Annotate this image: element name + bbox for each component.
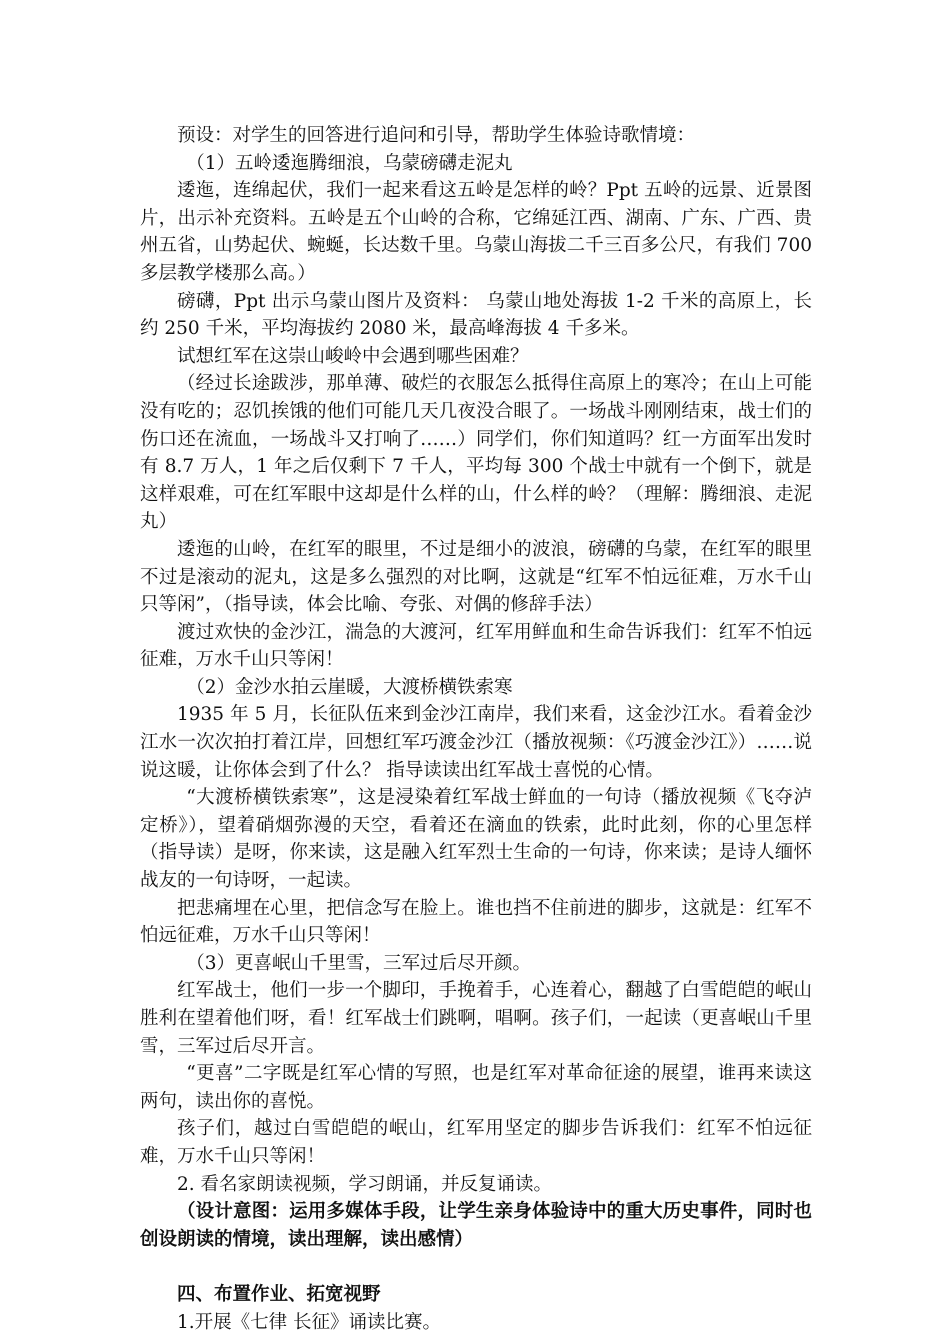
paragraph-1935: 1935 年 5 月，长征队伍来到金沙江南岸，我们来看，这金沙江水。看着金沙江水一次次拍打着江岸，回想红军巧渡金沙江（播放视频：《巧渡金沙江》）……说说这暖，让你体会到了什么？ 指导读读出红军战士喜悦的心情。 xyxy=(140,704,812,781)
paragraph-competition: 1.开展《七律 长征》诵读比赛。 xyxy=(177,1311,442,1333)
subheading-wuling: （1）五岭逶迤腾细浪，乌蒙磅礴走泥丸 xyxy=(186,152,513,174)
paragraph-soldiers: 红军战士，他们一步一个脚印，手挽着手，心连着心，翻越了白雪皑皑的岷山胜利在望着他们呀，看！红军战士们跳啊，唱啊。孩子们，一起读（更喜岷山千里雪，三军过后尽开言。 xyxy=(140,980,812,1057)
section-spacer xyxy=(140,1253,812,1281)
paragraph-grief: 把悲痛埋在心里，把信念写在脸上。谁也挡不住前进的脚步，这就是：红军不怕远征难，万水千山只等闲！ xyxy=(140,897,812,947)
paragraph-dadu-bridge: “大渡桥横铁索寒”，这是浸染着红军战士鲜血的一句诗（播放视频《飞夺泸定桥》），望着硝烟弥漫的天空，看着还在滴血的铁索，此时此刻，你的心里怎样（指导读）是呀，你来读，这是融入红军烈士生命的一句诗，你来读；是诗人缅怀战友的一句诗呀，一起读。 xyxy=(140,787,812,892)
paragraph-question: 试想红军在这崇山峻岭中会遇到哪些困难？ xyxy=(177,345,529,367)
paragraph-children: 孩子们，越过白雪皑皑的岷山，红军用坚定的脚步告诉我们：红军不怕远征难，万水千山只等闲！ xyxy=(140,1118,812,1167)
subheading-minshan: （3）更喜岷山千里雪，三军过后尽开颜。 xyxy=(186,952,532,974)
paragraph-jinsha-dadu: 渡过欢快的金沙江，湍急的大渡河，红军用鲜血和生命告诉我们：红军不怕远征难，万水千山只等闲！ xyxy=(140,621,812,671)
document-page xyxy=(140,122,812,1336)
paragraph-design-intent: （设计意图：运用多媒体手段，让学生亲身体验诗中的重大历史事件，同时也创设朗读的情境，读出理解，读出感情） xyxy=(140,1201,812,1250)
paragraph-contrast: 逶迤的山岭，在红军的眼里，不过是细小的波浪，磅礴的乌蒙，在红军的眼里不过是滚动的泥丸，这是多么强烈的对比啊，这就是“红军不怕远征难，万水千山只等闲”，（指导读，体会比喻、夸张、对偶的修辞手法） xyxy=(140,538,812,616)
paragraph-video: 2. 看名家朗读视频，学习朗诵，并反复诵读。 xyxy=(177,1173,553,1195)
paragraph-gengxi: “更喜”二字既是红军心情的写照，也是红军对革命征途的展望，谁再来读这两句，读出你的喜悦。 xyxy=(140,1063,812,1112)
paragraph-pangbo: 磅礴，Ppt 出示乌蒙山图片及资料： 乌蒙山地处海拔 1-2 千米的高原上，长约 250 千米，平均海拔约 2080 米，最高峰海拔 4 千多米。 xyxy=(140,290,812,340)
paragraph-weiyi: 逶迤，连绵起伏，我们一起来看这五岭是怎样的岭？Ppt 五岭的远景、近景图片，出示补充资料。五岭是五个山岭的合称，它绵延江西、湖南、广东、广西、贵州五省，山势起伏、蜿蜒，长达数千里。乌蒙山海拔二千三百多公尺，有我们 700 多层教学楼那么高。） xyxy=(140,180,812,284)
paragraph-preset: 预设：对学生的回答进行追问和引导，帮助学生体验诗歌情境： xyxy=(177,125,696,146)
paragraph-hardships: （经过长途跋涉，那单薄、破烂的衣服怎么抵得住高原上的寒冷；在山上可能没有吃的；忍饥挨饿的他们可能几天几夜没合眼了。一场战斗刚刚结束，战士们的伤口还在流血，一场战斗又打响了……）同学们，你们知道吗？红一方面军出发时有 8.7 万人，1 年之后仅剩下 7 千人，平均每 300 个战士中就有一个倒下，就是这样艰难，可在红军眼中这却是什么样的山，什么样的岭？（理解：腾细浪、走泥丸） xyxy=(140,373,812,533)
subheading-jinsha: （2）金沙水拍云崖暖，大渡桥横铁索寒 xyxy=(186,676,513,698)
section-heading-homework: 四、布置作业、拓宽视野 xyxy=(177,1283,381,1305)
